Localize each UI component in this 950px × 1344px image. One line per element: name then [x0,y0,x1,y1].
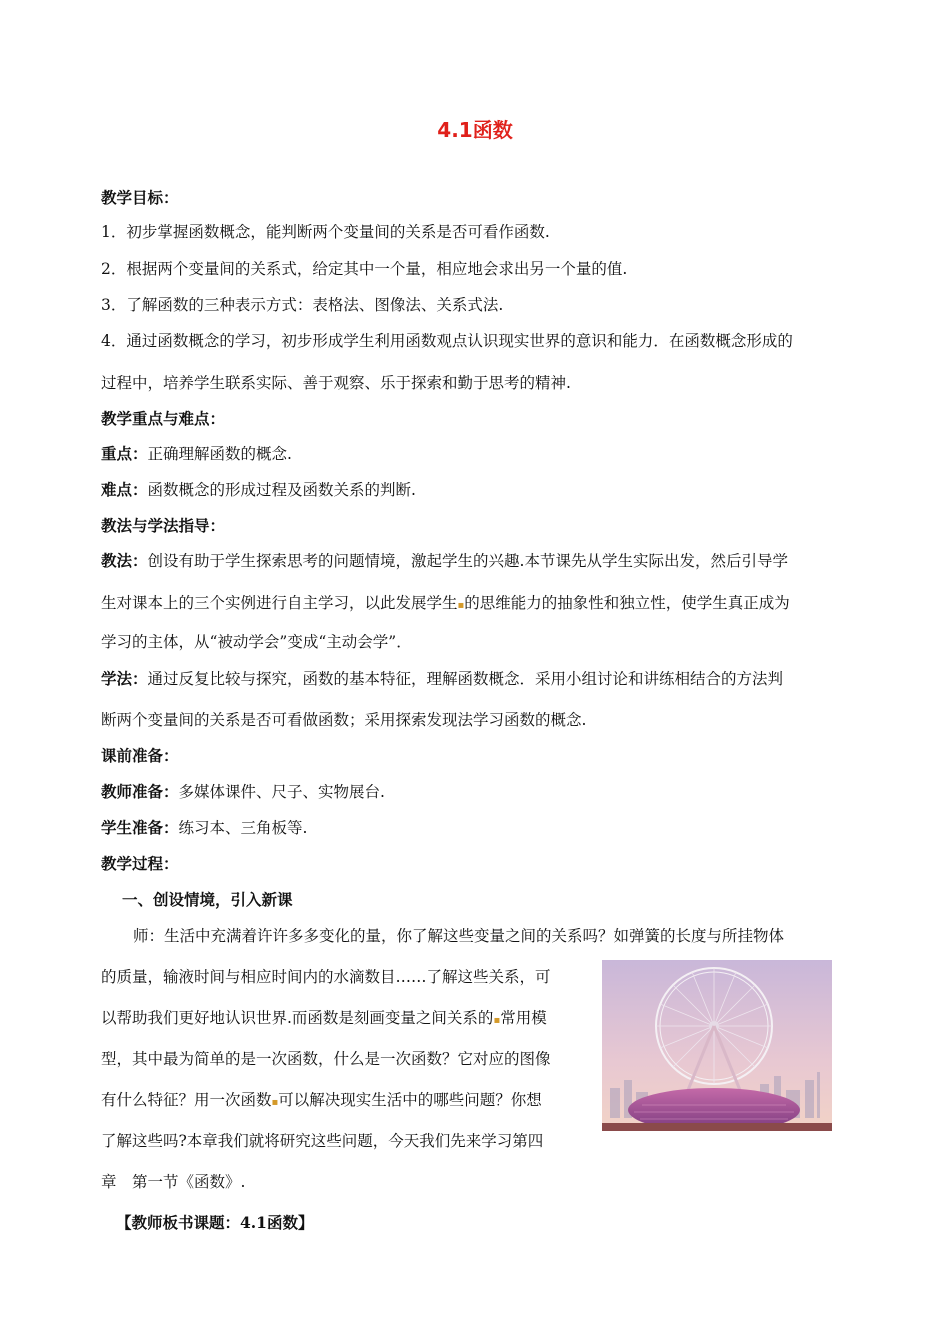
difficulty-text: 函数概念的形成过程及函数关系的判断. [147,481,416,499]
teacher-prep-line [101,782,385,802]
paragraph-line: 型，其中最为简单的是一次函数，什么是一次函数？它对应的图像 [101,1050,551,1068]
goal-item: 过程中，培养学生联系实际、善于观察、乐于探索和勤于思考的精神. [101,374,571,392]
paragraph-line [101,1008,547,1031]
paragraph-line: 的质量，输液时间与相应时间内的水滴数目……了解这些关系，可 [101,968,551,986]
paragraph-line [101,1090,542,1113]
methods-heading: 教法与学法指导： [101,516,226,535]
paragraph-text: 有什么特征？用一次函数 [101,1091,272,1109]
learning-method-line: 断两个变量间的关系是否可看做函数；采用探索发现法学习函数的概念. [101,711,587,729]
paragraph-line: 章 第一节《函数》. [101,1173,246,1191]
teaching-method-line [101,593,790,616]
paragraph-line: 了解这些吗?本章我们就将研究这些问题，今天我们先来学习第四 [101,1132,544,1150]
highlight-dot: ▪ [493,1015,501,1026]
focus-line [101,444,292,464]
goal-item: 3．了解函数的三种表示方式：表格法、图像法、关系式法. [101,296,504,314]
page-title: 4.1函数 [437,118,513,142]
learning-method-line [101,669,783,689]
goal-item: 2．根据两个变量间的关系式，给定其中一个量，相应地会求出另一个量的值. [101,260,628,278]
paragraph-text: 可以解决现实生活中的哪些问题？你想 [278,1091,542,1109]
difficulty-label: 难点： [101,480,148,499]
teaching-text: 生对课本上的三个实例进行自主学习，以此发展学生 [101,594,458,612]
student-prep-label: 学生准备： [101,818,179,837]
goal-item: 1．初步掌握函数概念，能判断两个变量间的关系是否可看作函数. [101,223,550,241]
paragraph-line: 师：生活中充满着许许多多变化的量，你了解这些变量之间的关系吗？如弹簧的长度与所挂物体 [133,927,785,945]
difficulty-line [101,480,416,500]
paragraph-text: 常用模 [500,1009,547,1027]
key-points-heading: 教学重点与难点： [101,409,226,428]
highlight-dot: ▪ [271,1097,279,1108]
goal-item: 4．通过函数概念的学习，初步形成学生利用函数观点认识现实世界的意识和能力．在函数概念形成的 [101,332,793,350]
paragraph-text: 以帮助我们更好地认识世界.而函数是刻画变量之间关系的 [101,1009,494,1027]
learning-label: 学法： [101,669,148,688]
ferris-wheel-photo [602,960,832,1131]
process-heading: 教学过程： [101,854,179,873]
teacher-prep-label: 教师准备： [101,782,179,801]
focus-text: 正确理解函数的概念. [147,445,292,463]
section-one-heading: 一、创设情境，引入新课 [122,890,293,909]
teaching-method-line: 学习的主体，从“被动学会”变成“主动会学”． [101,633,412,651]
teaching-method-line [101,551,788,571]
focus-label: 重点： [101,444,148,463]
student-prep-line [101,818,307,838]
teacher-prep-text: 多媒体课件、尺子、实物展台. [178,783,385,801]
teaching-text: 的思维能力的抽象性和独立性，使学生真正成为 [464,594,790,612]
board-title: 【教师板书课题：4.1函数】 [116,1213,314,1232]
learning-text: 通过反复比较与探究，函数的基本特征，理解函数概念．采用小组讨论和讲练相结合的方法判 [147,670,784,688]
student-prep-text: 练习本、三角板等. [178,819,308,837]
teaching-label: 教法： [101,551,148,570]
teaching-text: 创设有助于学生探索思考的问题情境，激起学生的兴趣.本节课先从学生实际出发，然后引导学 [147,552,788,570]
prep-heading: 课前准备： [101,746,179,765]
highlight-dot: ▪ [457,600,465,611]
goals-heading: 教学目标： [101,188,179,207]
